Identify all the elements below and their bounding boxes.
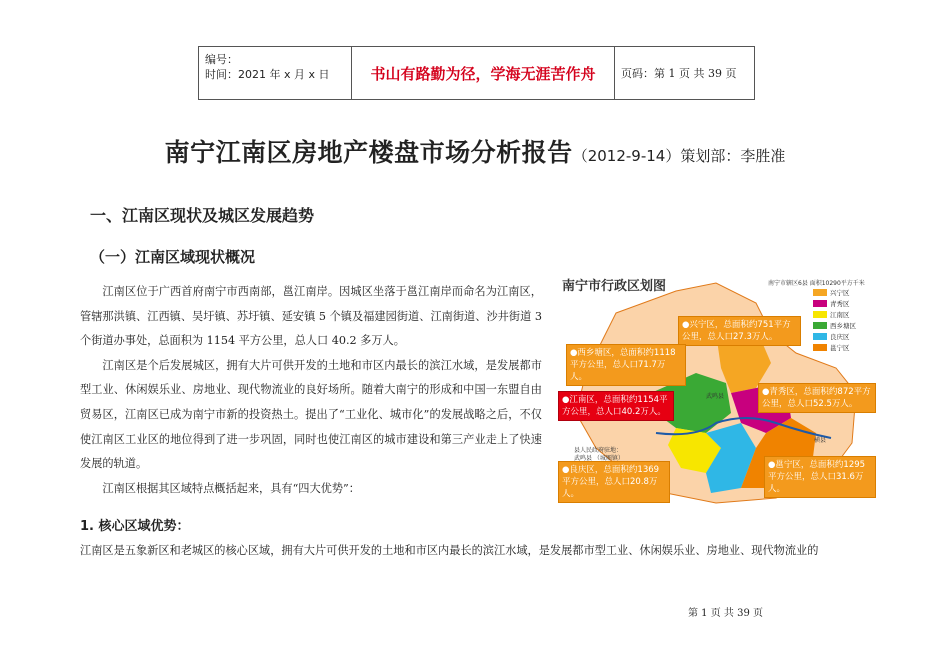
paragraph-3: 江南区根据其区域特点概括起来，具有“四大优势”：	[102, 481, 360, 495]
subsection-heading: （一）江南区域现状概况	[90, 248, 256, 266]
time-label: 时间：2021 年 x 月 x 日	[205, 68, 330, 81]
legend-swatch	[813, 289, 827, 296]
page-header	[198, 46, 755, 100]
paragraph-2: 江南区是个后发展城区，拥有大片可供开发的土地和市区内最长的滨江水域，是发展都市型工业、休闲娱乐业、房地业、现代物流业的良好场所。随着大南宁的形成和中国一东盟自由贸易区，江南区已成为南宁市新的投资热土。提出了“工业化、城市化”的发展战略之后，不仅使江南区工业区的地位得到了进一步巩固，同时也使江南区的城市建设和第三产业走上了快速发展的轨道。	[80, 358, 542, 471]
map-title: 南宁市行政区划图	[562, 279, 667, 294]
label-xingning: ●兴宁区，总面积约751平方公里，总人口27.3万人。	[678, 316, 801, 346]
full-width-paragraph: 江南区是五象新区和老城区的核心区域，拥有大片可供开发的土地和市区内最长的滨江水域，是发展都市型工业、休闲娱乐业、房地业、现代物流业的	[80, 544, 819, 557]
map-caption: 南宁市辖区6县 面积10290平方千米	[768, 280, 865, 287]
legend-item: 西乡塘区	[813, 321, 856, 330]
map-gov-item: 武鸣县 （城厢镇）	[574, 455, 624, 462]
legend-item: 兴宁区	[813, 288, 856, 297]
label-xixiangtang: ●西乡塘区，总面积约1118平方公里，总人口71.7万人。	[566, 344, 686, 386]
title-sub: （2012-9-14）策划部：李胜准	[572, 147, 786, 165]
advantage-heading: 1. 核心区域优势：	[80, 519, 190, 534]
body-paragraphs	[80, 280, 542, 501]
map-place-hengxian: 横县	[814, 437, 827, 444]
motto: 书山有路勤为径，学海无涯苦作舟	[352, 47, 615, 99]
label-jiangnan: ●江南区，总面积约1154平方公里，总人口40.2万人。	[558, 391, 674, 421]
map-legend	[813, 288, 856, 354]
number-label: 编号：	[205, 53, 238, 66]
legend-swatch	[813, 344, 827, 351]
legend-swatch	[813, 300, 827, 307]
page-footer: 第 1 页 共 39 页	[688, 608, 763, 619]
legend-item: 邕宁区	[813, 343, 856, 352]
legend-swatch	[813, 333, 827, 340]
legend-swatch	[813, 311, 827, 318]
map-gov-label: 县人民政府驻地：	[574, 447, 623, 454]
legend-swatch	[813, 322, 827, 329]
header-meta	[199, 47, 352, 99]
page-info: 页码：第 1 页 共 39 页	[621, 67, 737, 80]
paragraph-1: 江南区位于广西首府南宁市西南部，邕江南岸。因城区坐落于邕江南岸而命名为江南区，管辖那洪镇、江西镇、吴圩镇、苏圩镇、延安镇 5 个镇及福建园街道、江南街道、沙井街道 3 个街道办事处，总面积为 1154 平方公里，总人口 40.2 多万人。	[80, 285, 542, 348]
section-heading: 一、江南区现状及城区发展趋势	[90, 206, 315, 225]
map-place-wuming: 武鸣县	[706, 393, 725, 400]
title-main: 南宁江南区房地产楼盘市场分析报告	[164, 138, 573, 167]
document-title	[0, 133, 950, 169]
legend-item: 良庆区	[813, 332, 856, 341]
label-yongning: ●邕宁区，总面积约1295平方公里，总人口31.6万人。	[764, 456, 876, 498]
legend-item: 江南区	[813, 310, 856, 319]
label-liangqing: ●良庆区，总面积约1369平方公里，总人口20.8万人。	[558, 461, 670, 503]
legend-item: 青秀区	[813, 299, 856, 308]
label-qingxiu: ●青秀区，总面积约872平方公里，总人口52.5万人。	[758, 383, 876, 413]
district-map	[556, 273, 874, 507]
